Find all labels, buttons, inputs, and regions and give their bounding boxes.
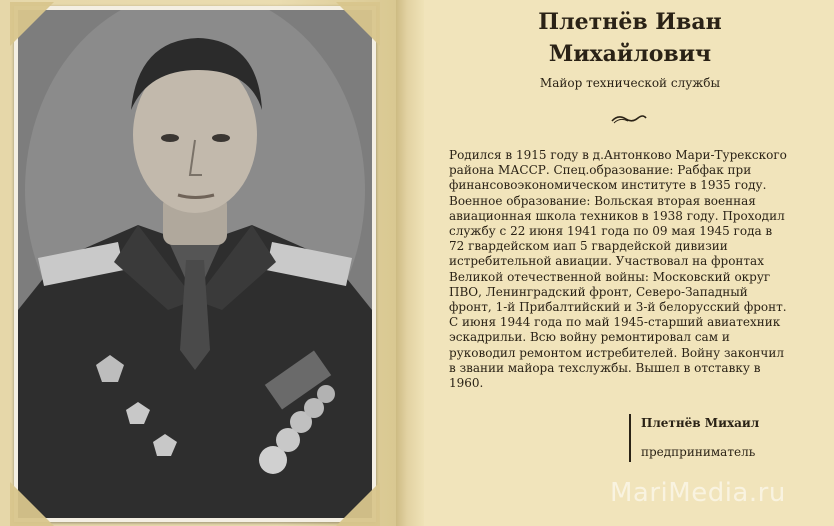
watermark: MariMedia.ru xyxy=(610,478,786,508)
biography-text: Родился в 1915 году в д.Антонково Мари-Турекского района МАССР. Спец.образование: Рабфак при финансовоэкономическом институте в 1935 году. Военное образование: Вольская вторая военная авиационная школа техников в 1938 году. Проходил службу с 22 июня 1941 года по 09 мая 1945 года в 72 гвардейском иап 5 гвардейской дивизии истребительной авиации. Участвовал на фронтах Великой отечественной войны: Московский округ ПВО, Ленинградский фронт, Северо-Западный фронт, 1-й Прибалтийский и 3-й белорусский фронт. С июня 1944 года по май 1945-старший авиатехник эскадрильи. Всю войну ремонтировал сам и руководил ремонтом истребителей. Войну закончил в звании майора техслужбы. Вышел в отставку в 1960. xyxy=(449,148,787,391)
author-name: Плетнёв Михаил xyxy=(641,416,760,430)
author-role: предприниматель xyxy=(641,445,756,459)
portrait-illustration xyxy=(18,10,372,518)
swirl-ornament-icon xyxy=(610,112,648,126)
book-spine xyxy=(396,0,424,526)
person-rank: Майор технической службы xyxy=(539,76,721,90)
person-name-line1: Плетнёв Иван xyxy=(538,9,722,35)
portrait-photo-frame xyxy=(14,6,376,522)
author-block xyxy=(629,414,801,462)
portrait-photo xyxy=(18,10,372,518)
person-name-line2: Михайлович xyxy=(548,41,712,67)
person-name xyxy=(440,6,820,70)
